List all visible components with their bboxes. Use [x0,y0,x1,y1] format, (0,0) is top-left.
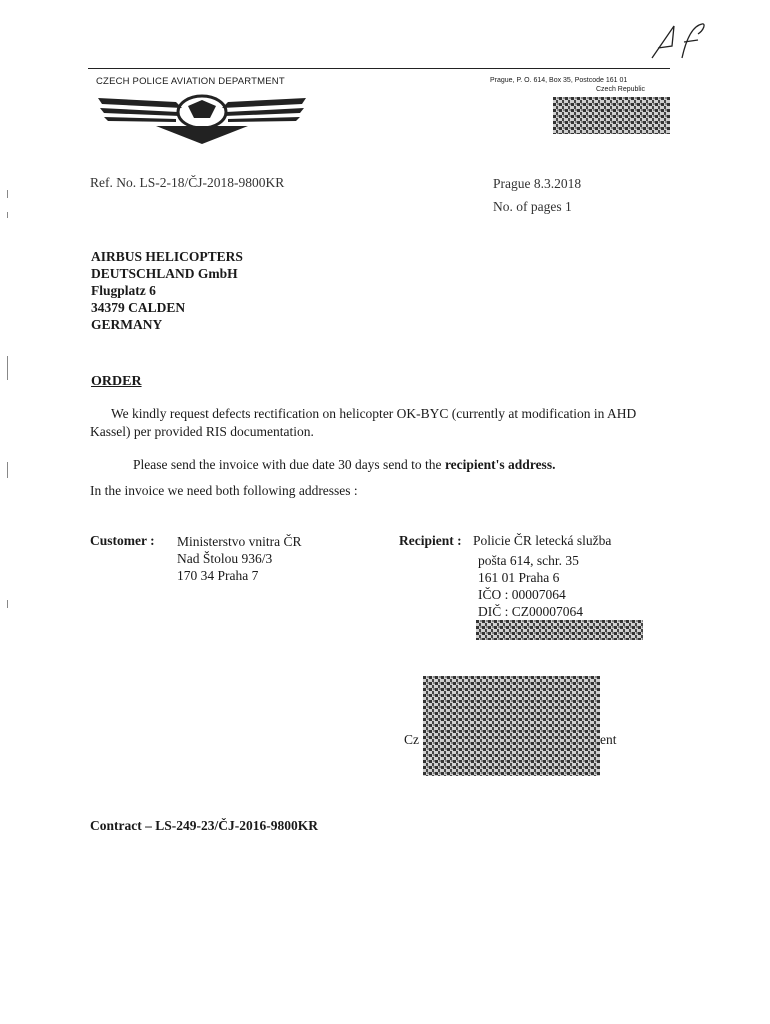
scan-mark [7,190,8,198]
recipient-line: pošta 614, schr. 35 [478,553,579,568]
sender-country: Czech Republic [596,86,646,93]
department-name: CZECH POLICE AVIATION DEPARTMENT [96,76,285,87]
qr-code-redacted [553,97,670,134]
recipient-address-block [91,248,243,333]
stamp-fragment-left: Cz [404,732,419,747]
address-line: Flugplatz 6 [91,283,156,298]
invoice-instruction-text: Please send the invoice with due date 30 days send to the [133,457,445,472]
order-heading: ORDER [91,374,142,389]
scan-mark [7,462,8,478]
sender-address: Prague, P. O. 614, Box 35, Postcode 161 01 [490,77,628,84]
winged-emblem-icon [96,88,308,151]
customer-line: Nad Štolou 936/3 [177,551,273,566]
page-count: No. of pages 1 [493,199,572,214]
document-date: Prague 8.3.2018 [493,176,582,191]
recipient-address [478,552,583,620]
redacted-stamp [423,676,600,776]
header-rule [88,68,670,69]
recipient-label: Recipient : [399,533,462,548]
handwritten-mark [646,18,710,67]
customer-address [177,533,302,584]
invoice-instruction [133,457,555,473]
stamp-fragment-right: ent [600,732,617,747]
scan-mark [7,356,8,380]
recipient-address-emphasis: recipient's address. [444,457,556,472]
customer-line: 170 34 Praha 7 [177,568,259,583]
address-line: GERMANY [91,317,163,332]
recipient-line: IČO : 00007064 [478,587,566,602]
recipient-line: DIČ : CZ00007064 [478,604,584,619]
addresses-intro: In the invoice we need both following addresses : [90,483,358,498]
order-paragraph: We kindly request defects rectification on helicopter OK-BYC (currently at modification in AHD Kassel) per provided RIS documentation. [90,406,637,439]
reference-number: Ref. No. LS-2-18/ČJ-2018-9800KR [90,175,285,190]
redacted-line [476,620,643,640]
scan-mark [7,212,8,218]
scan-mark [7,600,8,608]
customer-line: Ministerstvo vnitra ČR [177,534,302,549]
address-line: AIRBUS HELICOPTERS [91,249,243,264]
address-line: DEUTSCHLAND GmbH [91,266,238,281]
recipient-line: 161 01 Praha 6 [478,570,560,585]
contract-reference: Contract – LS-249-23/ČJ-2016-9800KR [90,818,318,833]
address-line: 34379 CALDEN [91,300,186,315]
recipient-first-line: Policie ČR letecká služba [473,533,612,548]
customer-label: Customer : [90,533,155,548]
